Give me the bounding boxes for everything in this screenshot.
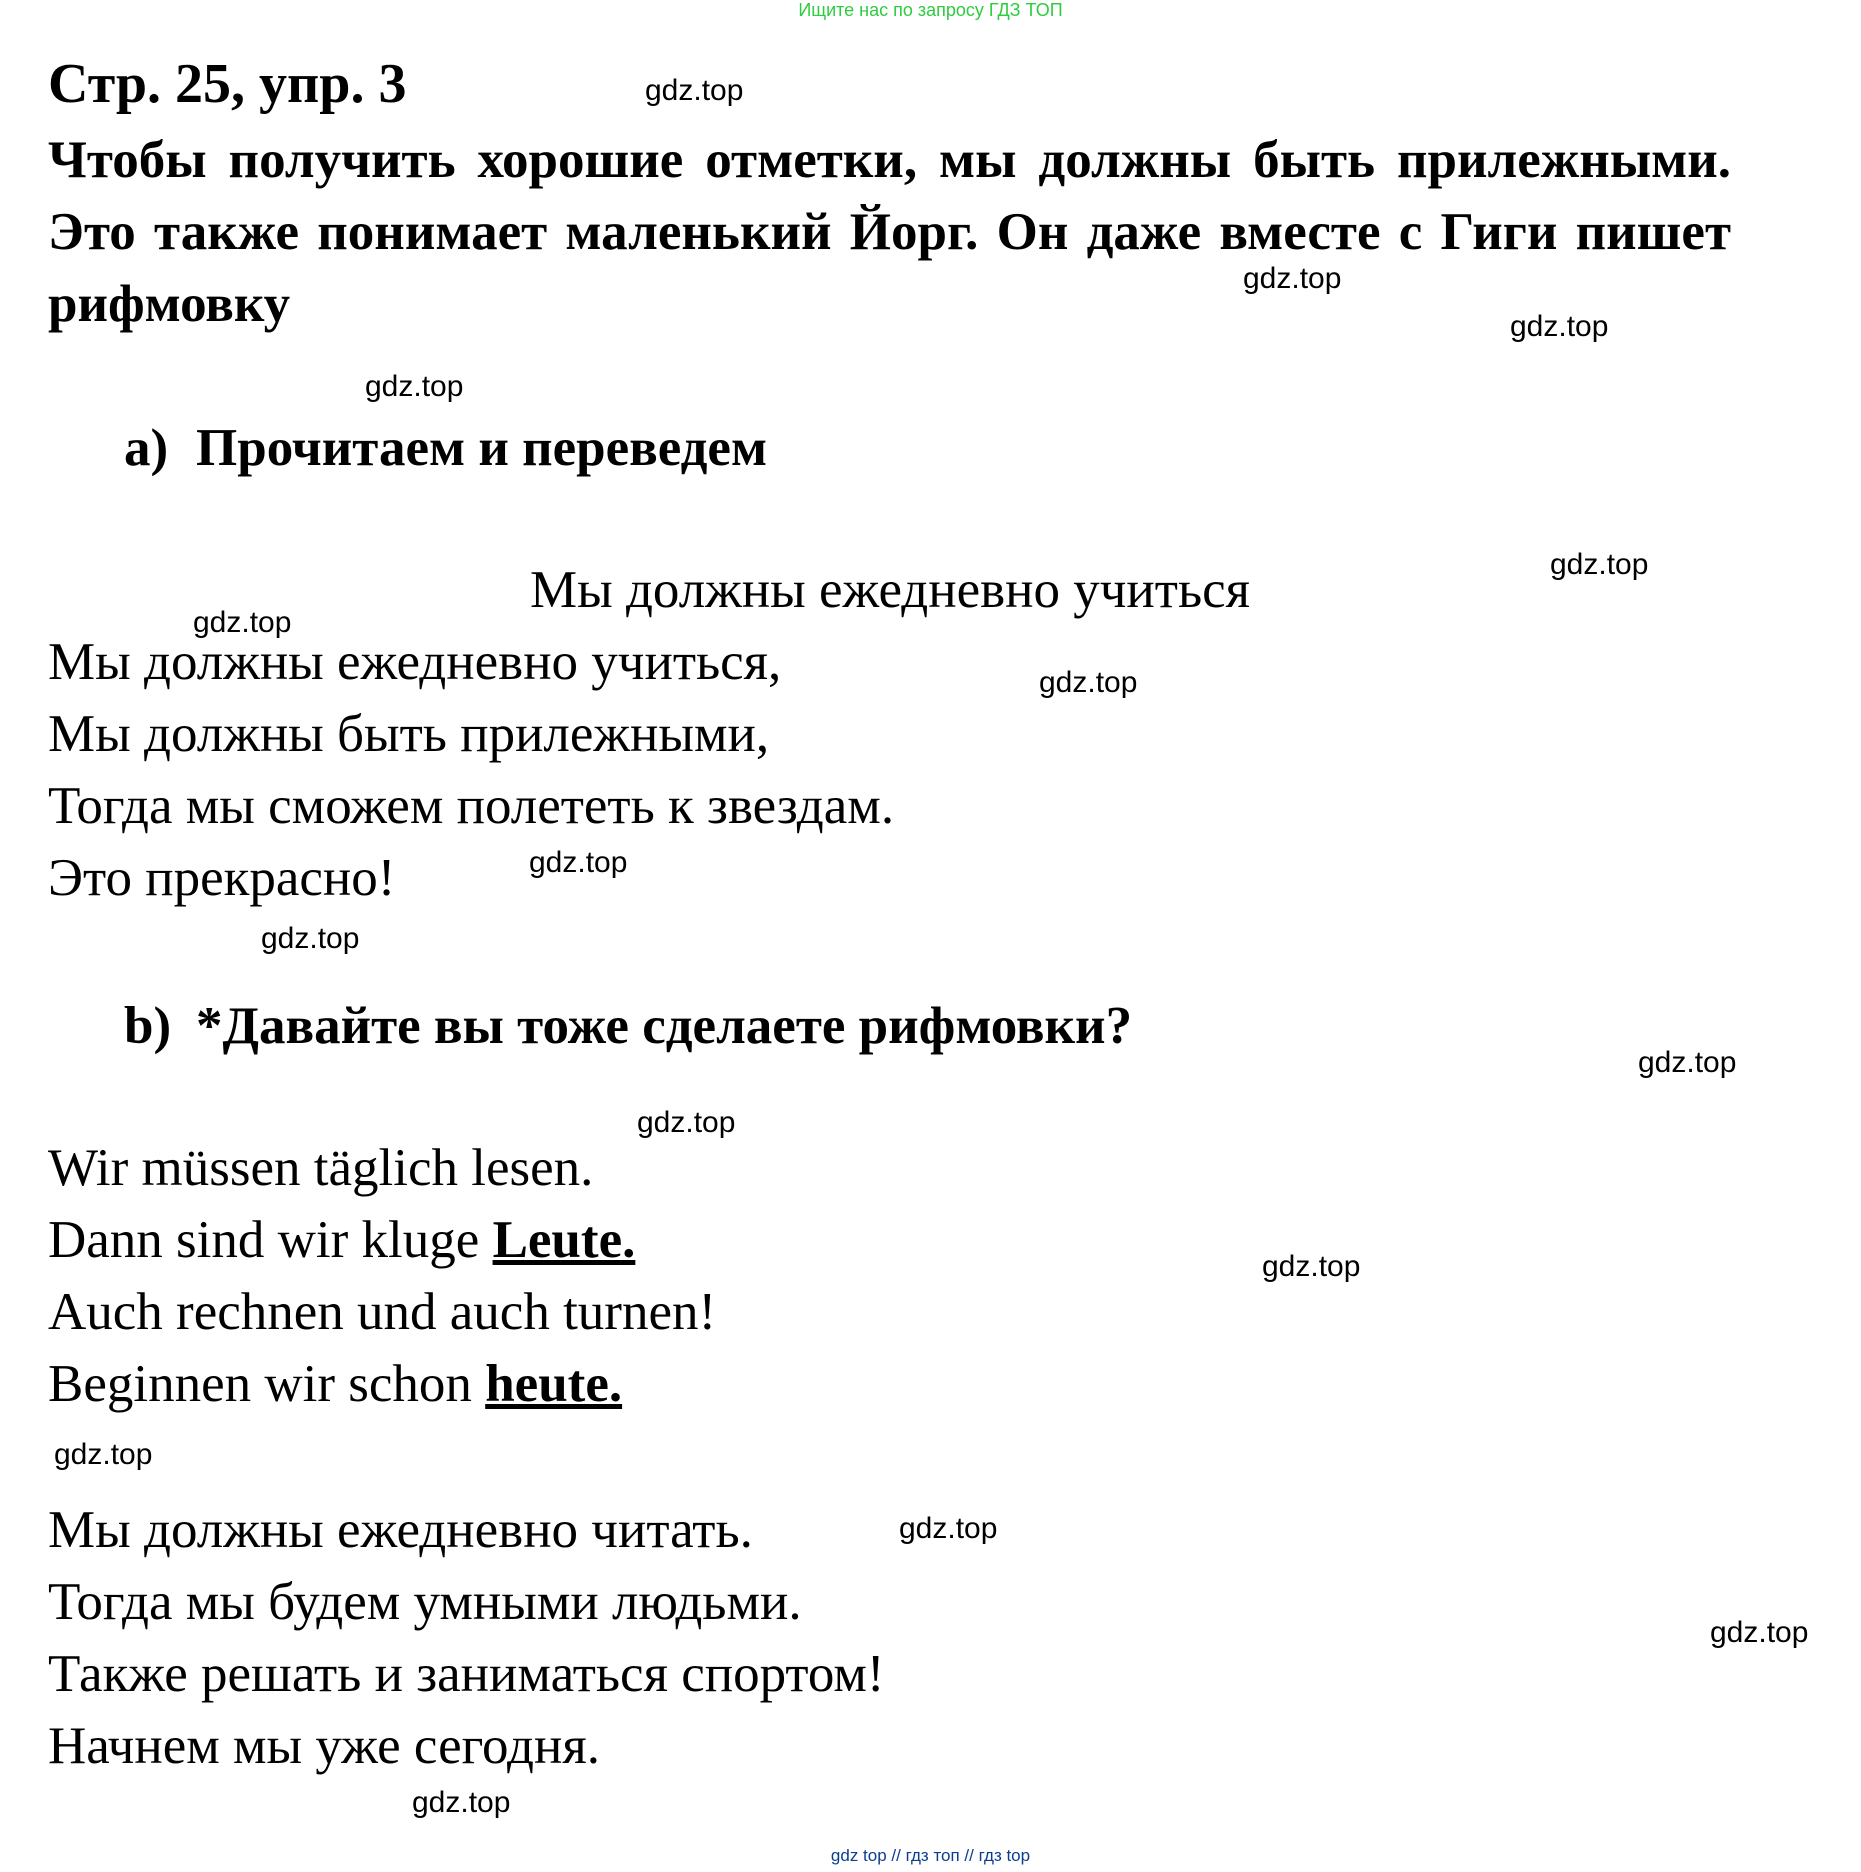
verse-ru-line: Начнем мы уже сегодня.	[48, 1717, 600, 1775]
rhyme-word: heute.	[485, 1355, 623, 1413]
task-b-text: *Давайте вы тоже сделаете рифмовки?	[196, 997, 1133, 1055]
watermark: gdz.top	[1638, 1046, 1737, 1079]
verse-ru-line: Мы должны ежедневно читать.	[48, 1501, 753, 1559]
watermark: gdz.top	[899, 1512, 998, 1545]
watermark: gdz.top	[637, 1106, 736, 1139]
bottom-banner: gdz top // гдз топ // гдз top	[830, 1846, 1031, 1865]
watermark: gdz.top	[1710, 1616, 1809, 1649]
task-a-text: Прочитаем и переведем	[196, 419, 768, 477]
watermark: gdz.top	[1510, 310, 1609, 343]
verse-de-line-text: Beginnen wir schon	[48, 1355, 486, 1413]
verse-de-line: Wir müssen täglich lesen.	[48, 1139, 594, 1197]
page-heading: Стр. 25, упр. 3	[48, 53, 407, 115]
task-a-title	[124, 418, 767, 478]
task-b-letter: b)	[124, 997, 172, 1055]
verse-de-line	[48, 1354, 622, 1414]
watermark: gdz.top	[261, 922, 360, 955]
verse-de-line-text: Dann sind wir kluge	[48, 1211, 493, 1269]
poem-ru-line: Это прекрасно!	[48, 849, 396, 907]
exercise-intro: Чтобы получить хорошие отметки, мы должны быть прилежными. Это также понимает маленький Йорг. Он даже вместе с Гиги пишет рифмовку	[48, 131, 1731, 333]
poem-ru-line: Тогда мы сможем полететь к звездам.	[48, 777, 895, 835]
poem-title: Мы должны ежедневно учиться	[529, 561, 1251, 619]
watermark: gdz.top	[645, 74, 744, 107]
watermark: gdz.top	[193, 606, 292, 639]
task-a-letter: a)	[124, 419, 169, 477]
watermark: gdz.top	[1039, 666, 1138, 699]
top-banner: Ищите нас по запросу ГДЗ ТОП	[798, 0, 1063, 20]
poem-ru-line: Мы должны быть прилежными,	[48, 705, 770, 763]
verse-de-line: Auch rechnen und auch turnen!	[48, 1283, 717, 1341]
verse-de-line	[48, 1210, 635, 1270]
watermark: gdz.top	[1262, 1250, 1361, 1283]
watermark: gdz.top	[54, 1438, 153, 1471]
watermark: gdz.top	[1550, 548, 1649, 581]
verse-ru-line: Также решать и заниматься спортом!	[48, 1645, 885, 1703]
poem-ru-line: Мы должны ежедневно учиться,	[48, 633, 782, 691]
watermark: gdz.top	[365, 370, 464, 403]
watermark: gdz.top	[412, 1786, 511, 1819]
watermark: gdz.top	[529, 846, 628, 879]
watermark: gdz.top	[1243, 262, 1342, 295]
rhyme-word: Leute.	[492, 1211, 636, 1269]
task-b-title	[124, 996, 1132, 1056]
verse-ru-line: Тогда мы будем умными людьми.	[48, 1573, 802, 1631]
